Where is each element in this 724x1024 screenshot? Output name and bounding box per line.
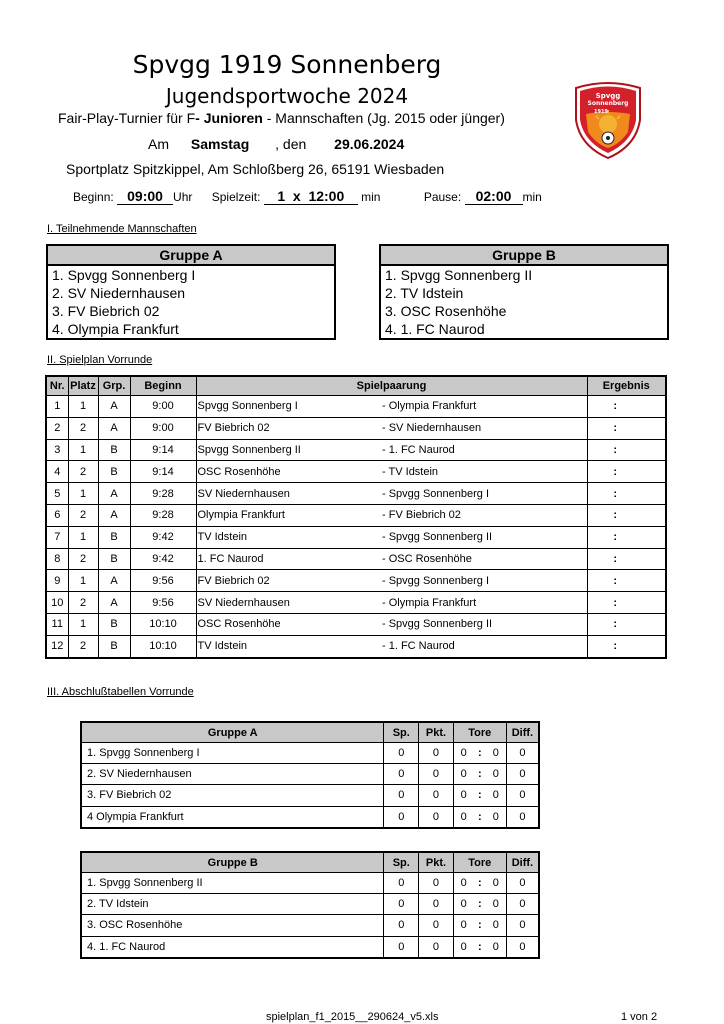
result-extra[interactable] [643,548,666,570]
goals-for: 0 [453,873,473,894]
goals-for: 0 [453,894,473,915]
games-played: 0 [384,936,419,958]
match-group: B [98,526,130,548]
col-diff: Diff. [506,852,539,873]
goal-difference: 0 [506,764,539,785]
games-played: 0 [384,806,419,828]
result-score[interactable]: : [587,417,643,439]
match-number: 10 [46,592,68,614]
subtitle-bold: - Junioren [195,110,263,126]
match-start: 9:28 [130,504,196,526]
home-team: TV Idstein [196,526,382,548]
home-team: OSC Rosenhöhe [196,461,382,483]
match-field: 2 [68,548,98,570]
match-group: B [98,613,130,635]
team-name: 4. 1. FC Naurod [81,936,384,958]
schedule-row [46,548,666,570]
standings-row [81,915,539,936]
match-field: 1 [68,570,98,592]
goals-for: 0 [453,806,473,828]
points: 0 [419,764,454,785]
games-played: 0 [384,785,419,806]
result-extra[interactable] [643,592,666,614]
group-a-team: 1. Spvgg Sonnenberg I [52,267,196,283]
match-field: 1 [68,526,98,548]
goals-separator: : [474,806,486,828]
event-title: Jugendsportwoche 2024 [165,84,409,108]
result-score[interactable]: : [587,483,643,505]
goal-difference: 0 [506,894,539,915]
home-team: SV Niedernhausen [196,592,382,614]
standings-row [81,785,539,806]
col-nr: Nr. [46,376,68,396]
goals-against: 0 [486,915,506,936]
goals-for: 0 [453,764,473,785]
standings-table-a [80,721,540,829]
match-number: 9 [46,570,68,592]
match-number: 5 [46,483,68,505]
date-line [148,136,404,152]
standings-b-header-row [81,852,539,873]
goals-against: 0 [486,806,506,828]
goals-separator: : [474,785,486,806]
match-start: 9:14 [130,461,196,483]
group-b-team: 3. OSC Rosenhöhe [385,303,507,319]
result-extra[interactable] [643,635,666,657]
begin-unit: Uhr [173,190,193,204]
col-sp: Sp. [384,852,419,873]
match-field: 1 [68,439,98,461]
goals-against: 0 [486,785,506,806]
points: 0 [419,936,454,958]
match-group: B [98,635,130,657]
day-value: Samstag [190,136,250,152]
subtitle-pre: Fair-Play-Turnier für F [58,110,196,126]
away-team: - Spvgg Sonnenberg II [382,613,587,635]
playtime-unit: min [361,190,381,204]
schedule-header-row [46,376,666,396]
goals-separator: : [474,915,486,936]
group-b-team: 1. Spvgg Sonnenberg II [385,267,533,283]
club-logo [570,80,646,160]
schedule-row [46,526,666,548]
match-start: 9:00 [130,396,196,418]
team-name: 2. TV Idstein [81,894,384,915]
group-b-box [379,244,669,340]
schedule-row [46,461,666,483]
match-group: B [98,548,130,570]
match-number: 8 [46,548,68,570]
match-start: 10:10 [130,613,196,635]
standings-row [81,873,539,894]
team-name: 4 Olympia Frankfurt [81,806,384,828]
match-group: B [98,439,130,461]
home-team: OSC Rosenhöhe [196,613,382,635]
standings-row [81,764,539,785]
match-start: 9:42 [130,526,196,548]
games-played: 0 [384,894,419,915]
points: 0 [419,915,454,936]
team-name: 2. SV Niedernhausen [81,764,384,785]
goals-against: 0 [486,743,506,764]
points: 0 [419,785,454,806]
away-team: - TV Idstein [382,461,587,483]
logo-text-2: Sonnenberg [587,100,629,107]
den-label: , den [275,136,307,152]
standings-row [81,806,539,828]
match-field: 2 [68,417,98,439]
playtime-label: Spielzeit: [211,190,261,204]
group-a-team: 3. FV Biebrich 02 [52,303,160,319]
playtime-value: 1 x 12:00 [264,188,358,205]
goals-against: 0 [486,873,506,894]
begin-value: 09:00 [117,188,173,205]
match-start: 9:00 [130,417,196,439]
standings-a-header-row [81,722,539,743]
match-field: 2 [68,461,98,483]
goal-difference: 0 [506,936,539,958]
venue: Sportplatz Spitzkippel, Am Schloßberg 26, 65191 Wiesbaden [66,161,445,177]
schedule-row [46,483,666,505]
col-pairing: Spielpaarung [196,376,587,396]
goals-separator: : [474,743,486,764]
away-team: - OSC Rosenhöhe [382,548,587,570]
goals-against: 0 [486,764,506,785]
goals-against: 0 [486,936,506,958]
col-result: Ergebnis [587,376,666,396]
goals-for: 0 [453,915,473,936]
home-team: TV Idstein [196,635,382,657]
home-team: FV Biebrich 02 [196,417,382,439]
schedule-row [46,439,666,461]
result-score[interactable]: : [587,504,643,526]
result-extra[interactable] [643,570,666,592]
home-team: 1. FC Naurod [196,548,382,570]
result-extra[interactable] [643,417,666,439]
result-extra[interactable] [643,613,666,635]
standings-table-b [80,851,540,959]
subtitle-post: - Mannschaften (Jg. 2015 oder jünger) [262,110,505,126]
result-score[interactable]: : [587,635,643,657]
col-tore: Tore [453,722,506,743]
standings-a-title: Gruppe A [81,722,384,743]
group-a-title: Gruppe A [48,246,334,266]
group-a-team: 4. Olympia Frankfurt [52,321,179,337]
result-score[interactable]: : [587,461,643,483]
result-extra[interactable] [643,504,666,526]
match-start: 9:42 [130,548,196,570]
match-number: 1 [46,396,68,418]
goals-separator: : [474,894,486,915]
col-pkt: Pkt. [419,722,454,743]
schedule-row [46,635,666,657]
goals-for: 0 [453,785,473,806]
col-sp: Sp. [384,722,419,743]
away-team: - Spvgg Sonnenberg I [382,483,587,505]
goal-difference: 0 [506,743,539,764]
schedule-row [46,504,666,526]
schedule-table [45,375,667,659]
away-team: - 1. FC Naurod [382,635,587,657]
match-field: 2 [68,592,98,614]
standings-row [81,894,539,915]
goals-separator: : [474,936,486,958]
section-standings-title: III. Abschlußtabellen Vorrunde [47,686,194,698]
match-group: A [98,483,130,505]
group-a-box [46,244,336,340]
away-team: - Spvgg Sonnenberg I [382,570,587,592]
match-group: A [98,417,130,439]
goals-for: 0 [453,743,473,764]
tournament-subtitle [58,110,505,126]
home-team: Olympia Frankfurt [196,504,382,526]
away-team: - FV Biebrich 02 [382,504,587,526]
begin-label: Beginn: [73,190,114,204]
match-group: A [98,396,130,418]
points: 0 [419,873,454,894]
schedule-row [46,417,666,439]
result-score[interactable]: : [587,526,643,548]
goals-for: 0 [453,936,473,958]
time-settings [73,188,542,205]
games-played: 0 [384,743,419,764]
result-score[interactable]: : [587,396,643,418]
col-grp: Grp. [98,376,130,396]
home-team: FV Biebrich 02 [196,570,382,592]
col-beginn: Beginn [130,376,196,396]
result-score[interactable]: : [587,439,643,461]
games-played: 0 [384,873,419,894]
match-number: 4 [46,461,68,483]
match-field: 2 [68,635,98,657]
match-group: A [98,592,130,614]
result-score[interactable]: : [587,613,643,635]
pause-unit: min [522,190,542,204]
schedule-row [46,570,666,592]
col-pkt: Pkt. [419,852,454,873]
col-tore: Tore [453,852,506,873]
am-label: Am [148,136,169,152]
match-start: 9:56 [130,592,196,614]
match-field: 1 [68,613,98,635]
home-team: Spvgg Sonnenberg II [196,439,382,461]
date-value: 29.06.2024 [334,136,405,152]
schedule-row [46,396,666,418]
away-team: - SV Niedernhausen [382,417,587,439]
points: 0 [419,806,454,828]
result-score[interactable]: : [587,570,643,592]
result-extra[interactable] [643,439,666,461]
group-b-team: 4. 1. FC Naurod [385,321,485,337]
group-b-title: Gruppe B [381,246,667,266]
match-number: 11 [46,613,68,635]
schedule-row [46,592,666,614]
team-name: 3. OSC Rosenhöhe [81,915,384,936]
schedule-row [46,613,666,635]
col-diff: Diff. [506,722,539,743]
result-extra[interactable] [643,483,666,505]
match-field: 2 [68,504,98,526]
result-score[interactable]: : [587,548,643,570]
match-number: 12 [46,635,68,657]
home-team: SV Niedernhausen [196,483,382,505]
match-start: 10:10 [130,635,196,657]
club-title: Spvgg 1919 Sonnenberg [132,50,442,79]
away-team: - Olympia Frankfurt [382,592,587,614]
match-start: 9:14 [130,439,196,461]
away-team: - Olympia Frankfurt [382,396,587,418]
match-field: 1 [68,483,98,505]
goal-difference: 0 [506,806,539,828]
logo-year: 1919 [594,109,608,115]
footer-page: 1 von 2 [621,1011,658,1023]
away-team: - Spvgg Sonnenberg II [382,526,587,548]
group-b-team: 2. TV Idstein [385,285,464,301]
match-number: 2 [46,417,68,439]
match-start: 9:28 [130,483,196,505]
games-played: 0 [384,764,419,785]
match-start: 9:56 [130,570,196,592]
match-number: 6 [46,504,68,526]
match-group: B [98,461,130,483]
goal-difference: 0 [506,785,539,806]
team-name: 1. Spvgg Sonnenberg II [81,873,384,894]
section-teams-title: I. Teilnehmende Mannschaften [47,223,197,235]
match-number: 3 [46,439,68,461]
group-a-team: 2. SV Niedernhausen [52,285,186,301]
home-team: Spvgg Sonnenberg I [196,396,382,418]
result-score[interactable]: : [587,592,643,614]
section-schedule-title: II. Spielplan Vorrunde [47,354,153,366]
goals-separator: : [474,764,486,785]
footer-filename: spielplan_f1_2015__290624_v5.xls [266,1011,439,1023]
games-played: 0 [384,915,419,936]
goals-separator: : [474,873,486,894]
away-team: - 1. FC Naurod [382,439,587,461]
goal-difference: 0 [506,873,539,894]
standings-row [81,936,539,958]
match-group: A [98,504,130,526]
team-name: 3. FV Biebrich 02 [81,785,384,806]
result-extra[interactable] [643,396,666,418]
match-group: A [98,570,130,592]
points: 0 [419,894,454,915]
match-number: 7 [46,526,68,548]
standings-row [81,743,539,764]
pause-value: 02:00 [465,188,523,205]
col-platz: Platz [68,376,98,396]
goal-difference: 0 [506,915,539,936]
standings-b-title: Gruppe B [81,852,384,873]
pause-label: Pause: [423,190,462,204]
result-extra[interactable] [643,461,666,483]
logo-text-1: Spvgg [595,92,621,100]
points: 0 [419,743,454,764]
match-field: 1 [68,396,98,418]
team-name: 1. Spvgg Sonnenberg I [81,743,384,764]
result-extra[interactable] [643,526,666,548]
goals-against: 0 [486,894,506,915]
